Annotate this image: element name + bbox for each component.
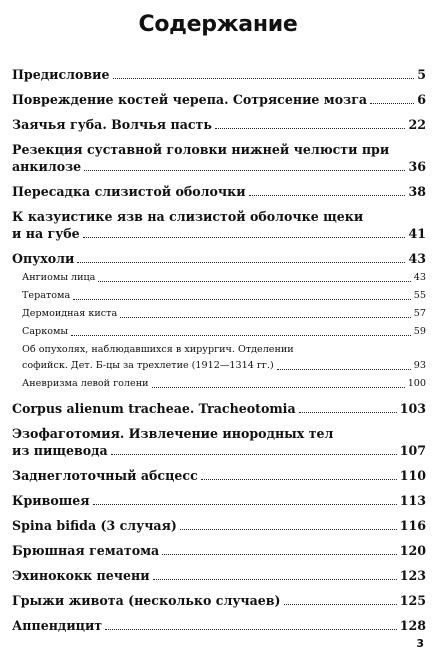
toc-subentry bbox=[12, 376, 426, 392]
toc-entry-page: 113 bbox=[399, 493, 426, 508]
dot-leader bbox=[152, 387, 405, 388]
toc-entry-title: К казуистике язв на слизистой оболочке щеки bbox=[12, 209, 364, 224]
toc-entry-title: Тератома bbox=[22, 290, 71, 301]
toc-entry bbox=[12, 66, 426, 83]
dot-leader bbox=[73, 299, 411, 300]
toc-entry bbox=[12, 592, 426, 609]
toc-entry-title: Опухоли bbox=[12, 251, 75, 266]
dot-leader bbox=[93, 504, 397, 505]
toc-entry bbox=[12, 183, 426, 200]
toc-entry-title: Corpus alienum tracheae. Tracheotomia bbox=[12, 401, 296, 416]
toc-entry-page: 43 bbox=[408, 251, 426, 266]
dot-leader bbox=[284, 604, 397, 605]
toc-entry-title: Ангиомы лица bbox=[22, 272, 96, 283]
toc-entry-title: Заячья губа. Волчья пасть bbox=[12, 117, 212, 132]
dot-leader bbox=[105, 629, 397, 630]
toc-entry bbox=[12, 250, 426, 267]
toc-entry-title: Пересадка слизистой оболочки bbox=[12, 184, 246, 199]
toc-entry-page: 59 bbox=[413, 326, 426, 337]
toc-entry-page: 110 bbox=[399, 468, 426, 483]
toc-entry bbox=[12, 400, 426, 417]
toc-entry-title: Брюшная гематома bbox=[12, 543, 160, 558]
toc-entry bbox=[12, 425, 426, 459]
toc-entry bbox=[12, 141, 426, 175]
dot-leader bbox=[113, 78, 415, 79]
toc-entry bbox=[12, 517, 426, 534]
dot-leader bbox=[201, 479, 397, 480]
dot-leader bbox=[84, 170, 405, 171]
toc-entry bbox=[12, 116, 426, 133]
toc-entry-title: Саркомы bbox=[22, 326, 69, 337]
toc-entry-page: 93 bbox=[413, 360, 426, 371]
toc-entry-page: 43 bbox=[413, 272, 426, 283]
toc-entry-title: Дермоидная киста bbox=[22, 308, 118, 319]
toc-entry-title: из пищевода bbox=[12, 443, 108, 458]
toc-entry-page: 6 bbox=[417, 92, 426, 107]
toc-subentry bbox=[12, 306, 426, 322]
toc-subentry bbox=[12, 270, 426, 286]
toc-entry-title: Аппендицит bbox=[12, 618, 103, 633]
toc-entry-page: 123 bbox=[399, 568, 426, 583]
toc-entry-page: 120 bbox=[399, 543, 426, 558]
dot-leader bbox=[111, 454, 397, 455]
toc-entry-page: 5 bbox=[417, 67, 426, 82]
toc-entry-page: 22 bbox=[408, 117, 426, 132]
toc-entry-title: Spina bifida (3 случая) bbox=[12, 518, 177, 533]
dot-leader bbox=[120, 317, 411, 318]
toc-entry-page: 38 bbox=[408, 184, 426, 199]
toc-entry-title: и на губе bbox=[12, 226, 80, 241]
dot-leader bbox=[77, 262, 405, 263]
toc-entry-title: Кривошея bbox=[12, 493, 90, 508]
toc-entry-page: 41 bbox=[408, 226, 426, 241]
toc-entry-page: 36 bbox=[408, 159, 426, 174]
table-of-contents bbox=[12, 66, 426, 634]
toc-entry bbox=[12, 467, 426, 484]
toc-entry-title: Эзофаготомия. Извлечение инородных тел bbox=[12, 426, 334, 441]
dot-leader bbox=[277, 369, 411, 370]
dot-leader bbox=[153, 579, 397, 580]
toc-entry-title: Резекция суставной головки нижней челюсти при bbox=[12, 142, 390, 157]
dot-leader bbox=[299, 412, 397, 413]
toc-entry-title: Повреждение костей черепа. Сотрясение мозга bbox=[12, 92, 368, 107]
page-number: 3 bbox=[416, 637, 424, 650]
toc-entry bbox=[12, 91, 426, 108]
dot-leader bbox=[71, 335, 411, 336]
dot-leader bbox=[370, 103, 414, 104]
toc-entry-title: Об опухолях, наблюдавшихся в хирургич. Отделении bbox=[22, 344, 294, 355]
toc-entry-title: анкилозе bbox=[12, 159, 82, 174]
toc-subentry bbox=[12, 324, 426, 340]
toc-entry-page: 55 bbox=[413, 290, 426, 301]
toc-entry bbox=[12, 617, 426, 634]
toc-entry-page: 125 bbox=[399, 593, 426, 608]
dot-leader bbox=[98, 281, 410, 282]
toc-entry-page: 107 bbox=[399, 443, 426, 458]
toc-entry-page: 100 bbox=[407, 378, 426, 389]
toc-entry-page: 57 bbox=[413, 308, 426, 319]
toc-subentry bbox=[12, 342, 426, 374]
dot-leader bbox=[249, 195, 406, 196]
dot-leader bbox=[83, 237, 406, 238]
toc-entry bbox=[12, 492, 426, 509]
toc-entry-page: 103 bbox=[399, 401, 426, 416]
toc-entry-title: Аневризма левой голени bbox=[22, 378, 149, 389]
dot-leader bbox=[180, 529, 397, 530]
toc-entry-title: Предисловие bbox=[12, 67, 110, 82]
toc-entry bbox=[12, 542, 426, 559]
toc-entry-page: 128 bbox=[399, 618, 426, 633]
toc-subentry bbox=[12, 288, 426, 304]
page-title: Содержание bbox=[138, 12, 298, 37]
toc-entry-title: Заднеглоточный абсцесс bbox=[12, 468, 198, 483]
toc-entry-title: софийск. Дет. Б-цы за трехлетие (1912—1314 гг.) bbox=[22, 360, 274, 371]
toc-entry-page: 116 bbox=[399, 518, 426, 533]
toc-entry bbox=[12, 567, 426, 584]
toc-entry-title: Грыжи живота (несколько случаев) bbox=[12, 593, 281, 608]
dot-leader bbox=[162, 554, 396, 555]
dot-leader bbox=[215, 128, 406, 129]
toc-entry bbox=[12, 208, 426, 242]
toc-entry-title: Эхинококк печени bbox=[12, 568, 150, 583]
